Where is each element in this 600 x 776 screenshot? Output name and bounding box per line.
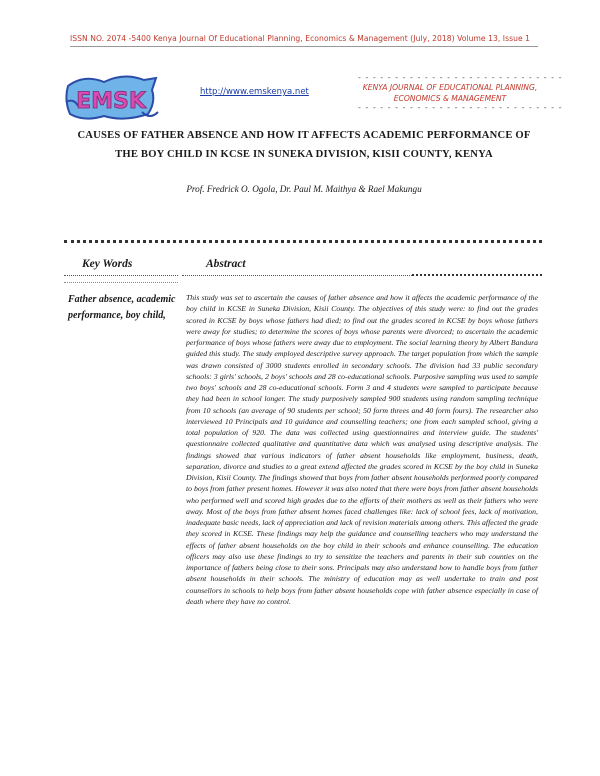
journal-name-line-1: KENYA JOURNAL OF EDUCATIONAL PLANNING, — [362, 83, 538, 92]
keywords-rule — [64, 282, 178, 283]
journal-dash-bottom: - - - - - - - - - - - - - - - - - - - - - - - - - - - - — [358, 103, 563, 112]
running-header: ISSN NO. 2074 -5400 Kenya Journal Of Educational Planning, Economics & Management (July, 2018) Volume 13, Issue 1 — [70, 34, 531, 43]
abstract-heading: Abstract — [206, 258, 246, 270]
keywords-underline — [64, 275, 178, 276]
logo-text: EMSK — [76, 89, 146, 114]
emsk-logo-graphic — [64, 72, 160, 122]
abstract-underline — [182, 275, 412, 276]
journal-dash-top: - - - - - - - - - - - - - - - - - - - - - - - - - - - - — [358, 73, 563, 82]
paper-authors: Prof. Fredrick O. Ogola, Dr. Paul M. Maithya & Rael Makungu — [186, 184, 422, 194]
emsk-logo — [64, 72, 160, 122]
website-link[interactable]: http://www.emskenya.net — [200, 87, 309, 97]
paper-title: CAUSES OF FATHER ABSENCE AND HOW IT AFFECTS ACADEMIC PERFORMANCE OF THE BOY CHILD IN KCSE IN SUNEKA DIVISION, KISII COUNTY, KENYA — [77, 130, 531, 160]
keywords-text: Father absence, academic performance, boy child, — [68, 294, 176, 321]
abstract-underline-bold — [412, 274, 542, 276]
header-divider — [70, 46, 538, 47]
journal-name-box — [358, 73, 563, 112]
abstract-text: This study was set to ascertain the causes of father absence and how it affects the academic performance of the boy child in KCSE in Suneka Division, Kisii County. The objectives of this study were: to find out the grades scored in KCSE by boys whose fathers had died; to find out the grades scored in KCSE by boys whose fathers were away for studies; to determine the scores of boys whose parents were divorced; to ascertain the academic performance of boys whose fathers were away due to employment. The social learning theory by Albert Bandura guided this study. The study employed descriptive survey approach. The target population from which the sample was drawn consisted of 3000 students enrolled in secondary schools. The division had 33 public secondary schools: 3 girls' schools, 2 boys' schools and 28 co-educational schools. Purposive sampling was used to sample two boys' schools and 28 co-educational schools. Form 3 and 4 students were sampled to participate because they had been in school longer. The study purposively sampled 900 students using random sampling technique from 10 schools (an average of 90 students per school; 50 form threes and 40 form fours). The researcher also interviewed 10 Principals and 10 guidance and counselling teachers; one from each sampled school, giving a total population of 920. The data was collected using questionnaires and interview guide. The students' questionnaire collected qualitative and quantitative data which was analysed using descriptive analysis. The findings showed that various indicators of father absent households like employment, business, death, separation, divorce and studies to a great extend affected the grades scored in KCSE by the boy child in Suneka Division, Kisii County. The findings showed that boys from father absent households performed poorly compared to boys from father present homes. However it was also noted that there were boys from father absent households who performed well and scored high grades due to the efforts of their mothers as well as their fathers who were away. Most of the boys from father absent homes faced challenges like: lack of school fees, lack of motivation, inadequate basic needs, lack of appreciation and lack of revision materials among others. This affected the grade they scored in KCSE. These findings may help the guidance and counselling teachers who may understand the effects of father absent households on the boy child in their schools and enhance counselling. The education officers may also use these findings to try to sensitize the teachers and parents in their sub counties on the importance of fathers being close to their sons. Principals may also understand how to handle boys from father absent households in their schools. The ministry of education may as well undertake to train and post counsellors in schools to help boys from father absent households cope with father absence especially in case of death where they have no control. — [186, 293, 538, 606]
section-divider-dotted — [64, 240, 542, 247]
journal-name-line-2: ECONOMICS & MANAGEMENT — [393, 94, 507, 103]
keywords-heading: Key Words — [82, 258, 133, 270]
